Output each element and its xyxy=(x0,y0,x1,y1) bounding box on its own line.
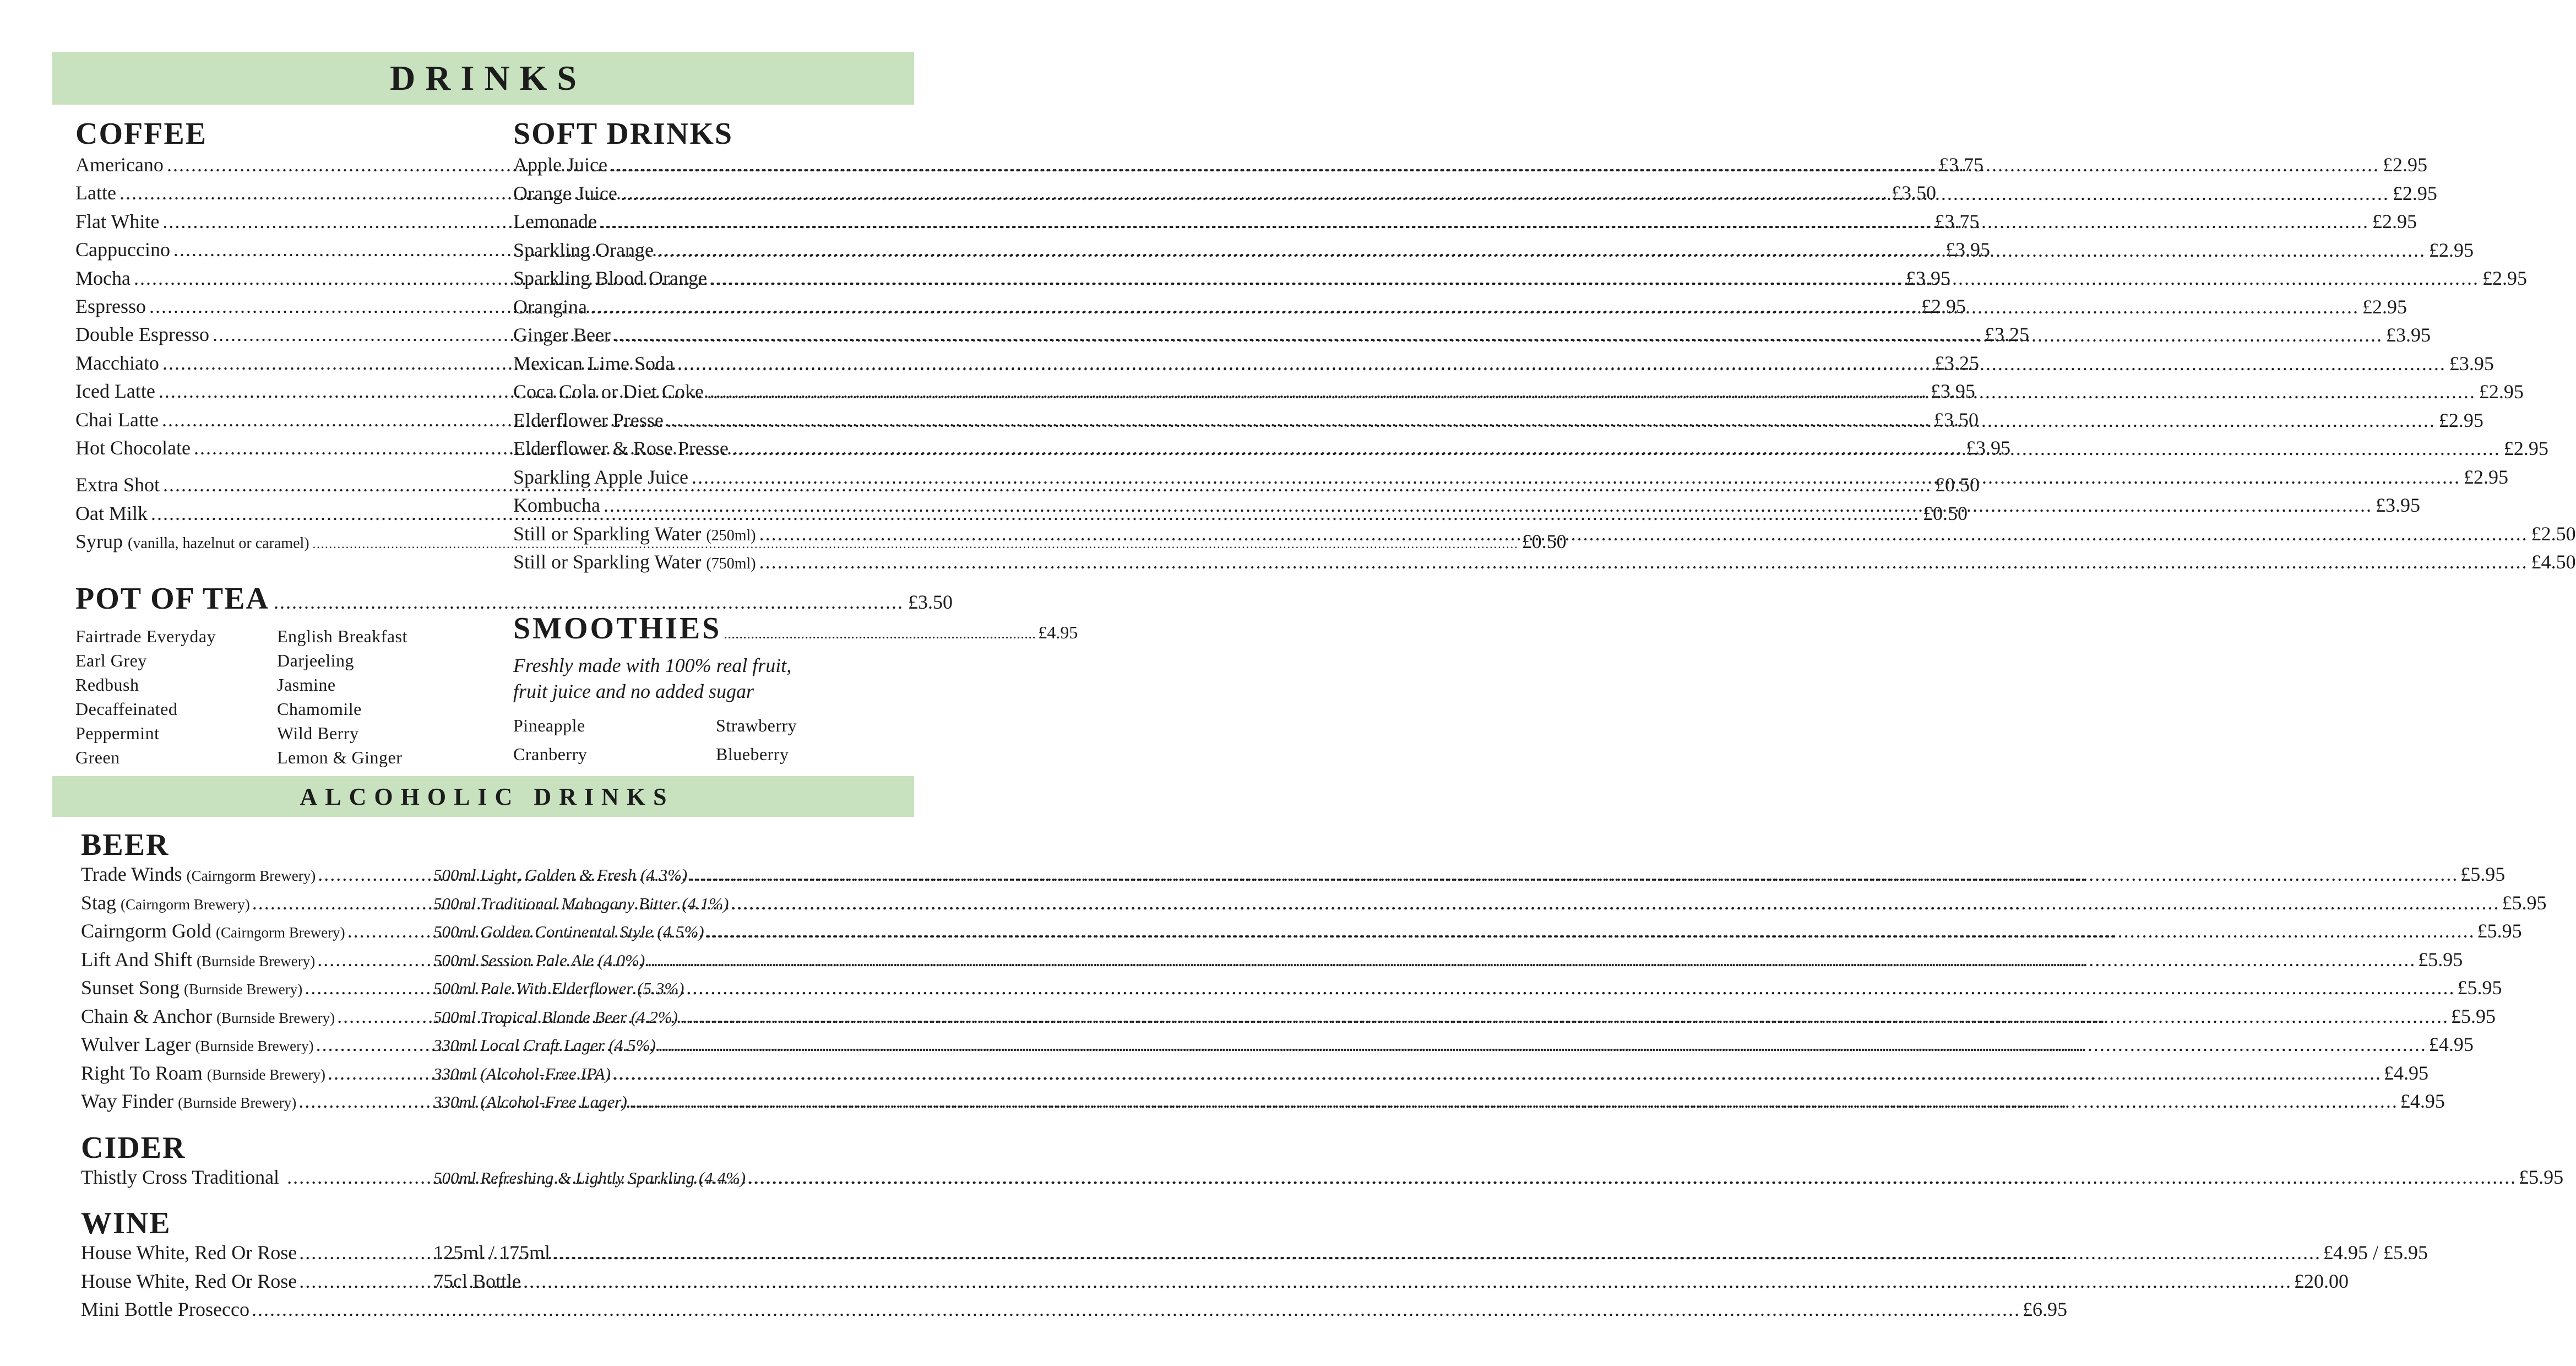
tea-item: Chamomile xyxy=(277,699,362,719)
tea-price: £3.50 xyxy=(907,591,953,614)
size-note: (250ml) xyxy=(706,527,756,544)
smoothies-price: £4.95 xyxy=(1038,622,1078,642)
soft-drink-item: Sparkling Blood Orange ..... £2.95 xyxy=(513,267,887,295)
soft-drink-item: Orange Juice ..... £2.95 xyxy=(513,182,887,210)
tea-item: Fairtrade Everyday xyxy=(75,626,216,647)
soft-drink-item: Sparkling Apple Juice ..... £2.95 xyxy=(513,465,887,494)
soft-drink-item: Still or Sparkling Water (250ml) ..... £2.50 xyxy=(513,522,887,551)
coffee-item: Iced Latte ..... £3.95 xyxy=(75,380,447,408)
soft-drink-item: Kombucha ..... £3.95 xyxy=(513,494,887,522)
extra-item: Extra Shot ..... £0.50 xyxy=(75,473,447,501)
smoothie-flavour: Strawberry xyxy=(716,715,797,735)
beer-item: Trade Winds (Cairngorm Brewery) ..... 500ml Light, Golden & Fresh (4.3%) ..... £5.95 xyxy=(81,863,887,891)
beer-item: Sunset Song (Burnside Brewery) ..... 500ml Pale With Elderflower (5.3%) ..... £5.95 xyxy=(81,976,887,1005)
drinks-header-band xyxy=(52,52,914,105)
coffee-item: Macchiato ..... £3.25 xyxy=(75,351,447,380)
tea-item: Lemon & Ginger xyxy=(277,747,403,768)
beer-list xyxy=(81,863,2547,1118)
tea-item: Earl Grey xyxy=(75,651,147,671)
cider-heading: CIDER xyxy=(81,1130,186,1165)
smoothie-flavour: Cranberry xyxy=(513,744,588,764)
wine-item: House White, Red Or Rose ..... 75cl Bottle ..... £20.00 xyxy=(81,1270,887,1298)
soft-drink-item: Lemonade ..... £2.95 xyxy=(513,210,887,238)
alcoholic-section xyxy=(81,827,2564,1326)
beer-item: Right To Roam (Burnside Brewery) ..... 330ml (Alcohol-Free IPA) ..... £4.95 xyxy=(81,1061,887,1090)
coffee-item: Chai Latte ..... £3.50 xyxy=(75,408,447,436)
alcoholic-header-title: ALCOHOLIC DRINKS xyxy=(300,783,675,810)
extra-item: Oat Milk ..... £0.50 xyxy=(75,502,447,530)
soft-drink-item: Still or Sparkling Water (750ml) ..... £4.50 xyxy=(513,550,887,579)
coffee-item: Hot Chocolate ..... £3.95 xyxy=(75,436,447,464)
beer-item: Stag (Cairngorm Brewery) ..... 500ml Traditional Mahogany Bitter (4.1%) ..... £5.95 xyxy=(81,891,887,920)
coffee-item: Americano ..... £3.75 xyxy=(75,153,447,181)
soft-drink-item: Coca Cola or Diet Coke ..... £2.95 xyxy=(513,380,887,409)
coffee-item: Latte ..... £3.50 xyxy=(75,181,447,209)
smoothies-heading-row xyxy=(513,611,1078,647)
tea-heading: POT OF TEA xyxy=(75,582,269,616)
alcoholic-header-band xyxy=(52,776,914,817)
extra-item: Syrup (vanilla, hazelnut or caramel) ..... £0.50 xyxy=(75,530,447,558)
beer-item: Way Finder (Burnside Brewery) ..... 330ml (Alcohol-Free Lager) ..... £4.95 xyxy=(81,1089,887,1118)
smoothies-description: Freshly made with 100% real fruit, fruit juice and no added sugar xyxy=(513,654,792,702)
coffee-item: Double Espresso ..... £3.25 xyxy=(75,323,447,351)
wine-item: House White, Red Or Rose ..... 125ml / 175ml ..... £4.95 / £5.95 xyxy=(81,1241,887,1270)
coffee-item: Cappuccino ..... £3.95 xyxy=(75,238,447,266)
wine-item: Mini Bottle Prosecco ..... £6.95 xyxy=(81,1298,887,1326)
cider-item: Thistly Cross Traditional ..... 500ml Refreshing & Lightly Sparkling (4.4%) ..... £5.95 xyxy=(81,1166,887,1194)
coffee-item: Espresso ..... £2.95 xyxy=(75,295,447,323)
drinks-header-title: DRINKS xyxy=(390,58,586,97)
soft-drink-item: Elderflower & Rose Presse ..... £2.95 xyxy=(513,437,887,465)
wine-list xyxy=(81,1241,2428,1326)
tea-item: Green xyxy=(75,747,120,768)
tea-list xyxy=(75,624,447,769)
beer-heading: BEER xyxy=(81,828,170,862)
soft-drink-item: Apple Juice ..... £2.95 xyxy=(513,153,887,182)
beer-item: Cairngorm Gold (Cairngorm Brewery) ..... 500ml Golden Continental Style (4.5%) ..... £5.95 xyxy=(81,919,887,948)
tea-heading-row xyxy=(75,582,953,619)
tea-item: English Breakfast xyxy=(277,626,407,647)
soft-drink-item: Elderflower Presse ..... £2.95 xyxy=(513,409,887,437)
soft-drink-item: Sparkling Orange ..... £2.95 xyxy=(513,238,887,267)
tea-item: Peppermint xyxy=(75,723,160,744)
cider-list xyxy=(81,1166,2564,1194)
beer-item: Chain & Anchor (Burnside Brewery) ..... 500ml Tropical Blonde Beer (4.2%) ..... £5.95 xyxy=(81,1005,887,1033)
soft-drink-item: Orangina ..... £2.95 xyxy=(513,295,887,324)
syrup-note: (vanilla, hazelnut or caramel) xyxy=(128,535,309,552)
tea-item: Decaffeinated xyxy=(75,699,178,719)
coffee-item: Flat White ..... £3.75 xyxy=(75,210,447,238)
tea-item: Redbush xyxy=(75,675,139,695)
beer-item: Wulver Lager (Burnside Brewery) ..... 330ml Local Craft Lager (4.5%) ..... £4.95 xyxy=(81,1033,887,1061)
smoothies-flavours xyxy=(513,711,887,768)
smoothie-flavour: Blueberry xyxy=(716,744,789,764)
tea-item: Wild Berry xyxy=(277,723,359,744)
size-note: (750ml) xyxy=(706,555,756,572)
smoothies-heading: SMOOTHIES xyxy=(513,611,722,646)
soft-drink-item: Mexican Lime Soda ..... £3.95 xyxy=(513,352,887,381)
beer-item: Lift And Shift (Burnside Brewery) ..... 500ml Session Pale Ale (4.0%) ..... £5.95 xyxy=(81,948,887,977)
coffee-heading: COFFEE xyxy=(75,117,208,151)
soft-drink-item: Ginger Beer ..... £3.95 xyxy=(513,323,887,352)
wine-heading: WINE xyxy=(81,1206,171,1240)
smoothie-flavour: Pineapple xyxy=(513,715,585,735)
tea-item: Jasmine xyxy=(277,675,336,695)
coffee-item: Mocha ..... £3.95 xyxy=(75,267,447,295)
soft-drinks-heading: SOFT DRINKS xyxy=(513,117,733,151)
tea-item: Darjeeling xyxy=(277,651,355,671)
